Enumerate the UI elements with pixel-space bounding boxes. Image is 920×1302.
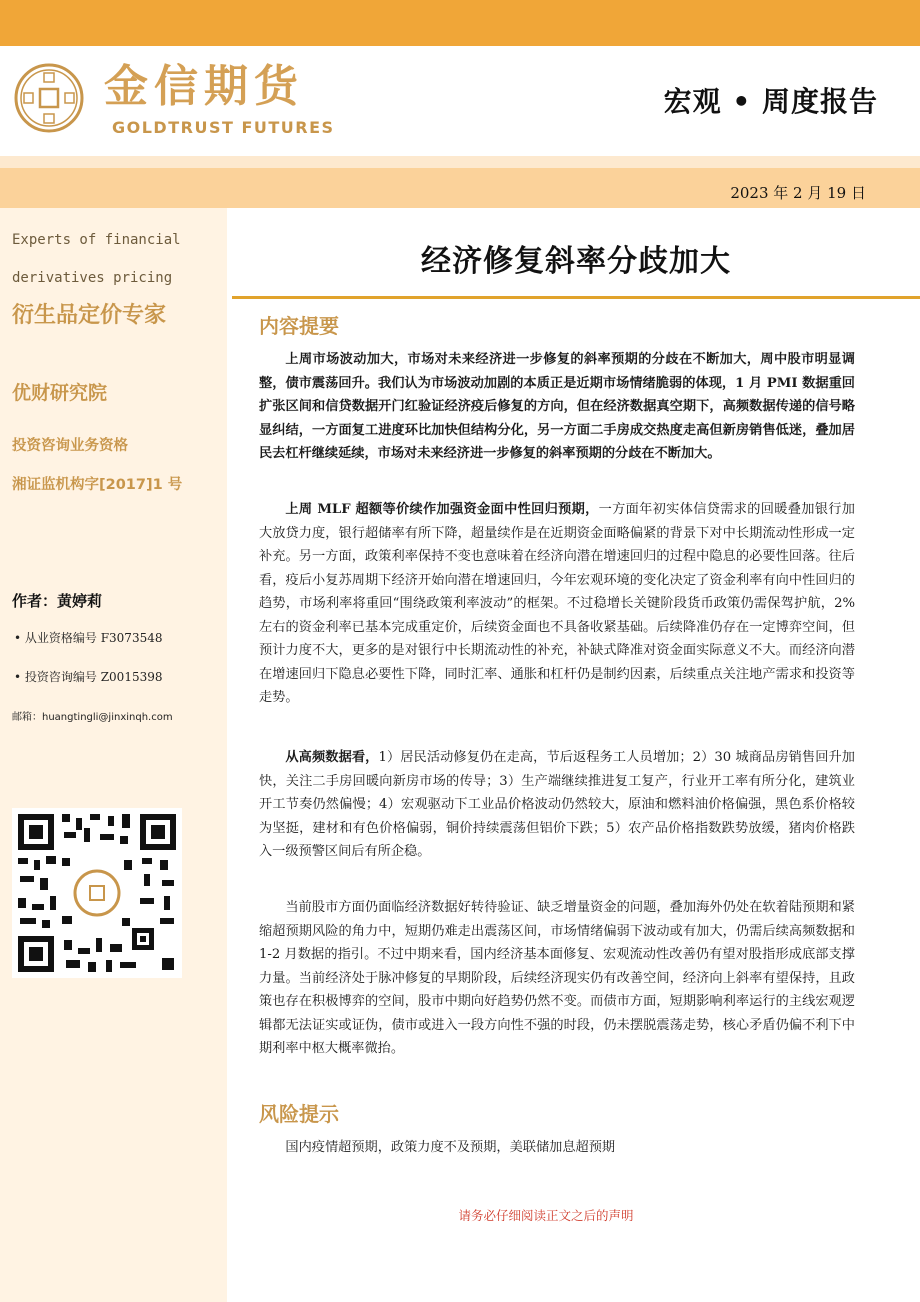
author-email: 邮箱：huangtingli@jinxinqh.com <box>12 712 173 723</box>
risk-text: 国内疫情超预期，政策力度不及预期，美联储加息超预期 <box>285 1140 616 1155</box>
report-title: 经济修复斜率分歧加大 <box>421 244 731 279</box>
sidebar-qualification: 投资咨询业务资格 <box>12 438 128 454</box>
sidebar-license: 湘证监机构字[2017]1 号 <box>12 477 183 493</box>
hf-lead: 从高频数据看， <box>285 750 379 765</box>
coin-logo-icon <box>14 63 84 133</box>
sidebar-en-line-2: derivatives pricing <box>12 270 173 286</box>
date-band <box>0 168 920 208</box>
cert-number-1: • 从业资格编号 F3073548 <box>14 631 163 645</box>
summary-paragraph-2 <box>259 498 855 710</box>
summary-text-1: 上周市场波动加大，市场对未来经济进一步修复的斜率预期的分歧在不断加大，周中股市明显调整，债市震荡回升。我们认为市场波动加剧的本质正是近期市场情绪脆弱的体现，1 月 PMI 数据重回扩张区间和信贷数据开门红验证经济疫后修复的方向，但在经济数据真空期下，高频数据传递的信号略显纠结，一方面复工进度环比加快但结构分化，另一方面二手房成交热度走高但新房销售低迷，叠加居民去杠杆继续延续，市场对未来经济进一步修复的斜率预期的分歧在不断加大。 <box>259 352 855 461</box>
header-sub-band <box>0 156 920 168</box>
page-header <box>0 46 920 156</box>
author-name: 作者：黄婷莉 <box>12 592 103 610</box>
mlf-lead: 上周 MLF 超额等价续作加强资金面中性回归预期， <box>285 502 599 517</box>
mlf-body: 一方面年初实体信贷需求的回暖叠加银行加大放贷力度，银行超储率有所下降，超量续作是在近期资金面略偏紧的背景下对中长期流动性形成一定补充。另一方面，政策利率保持不变也意味着在经济向潜在增速回归的过程中隐息的必要性回落。往后看，疫后小复苏周期下经济开始向潜在增速回归，今年宏观环境的变化决定了资金利率有向中性回归的趋势，市场利率将重回“围绕政策利率波动”的框架。不过稳增长关键阶段货币政策仍需保驾护航，2%左右的资金利率已基本完成重定价，后续资金面也不具备收紧基础。后续降准仍存在一定博弈空间，但预计力度不大，更多的是对银行中长期流动性的补充，补缺式降准对资金面实际意义不大。而经济向潜在增速回归下隐息必要性下降，同时汇率、通胀和杠杆仍是制约因素，后续重点关注地产需求和投资等走势。 <box>259 502 855 705</box>
hf-body: 1）居民活动修复仍在走高，节后返程务工人员增加；2）30 城商品房销售回升加快，关注二手房回暖向新房市场的传导；3）生产端继续推进复工复产，行业开工率有所分化，建筑业开工节奏仍然偏慢；4）宏观驱动下工业品价格波动仍然较大，原油和燃料油价格偏强，黑色系价格较为坚挺，建材和有色价格偏弱，铜价持续震荡但铝价下跌；5）农产品价格指数跌势放缓，猪肉价格跌入一级预警区间后有所企稳。 <box>259 750 855 859</box>
summary-paragraph-3 <box>259 746 855 864</box>
sidebar-tagline: 衍生品定价专家 <box>12 303 167 328</box>
qr-code-icon <box>12 808 182 978</box>
summary-paragraph-4 <box>259 896 855 1061</box>
sidebar-institute: 优财研究院 <box>12 382 108 404</box>
disclaimer-note: 请务必仔细阅读正文之后的声明 <box>458 1208 634 1223</box>
cert-number-2: • 投资咨询编号 Z0015398 <box>14 670 163 684</box>
logo-english: GOLDTRUST FUTURES <box>112 118 335 137</box>
logo-chinese: 金信期货 <box>104 61 304 112</box>
market-outlook-text: 当前股市方面仍面临经济数据好转待验证、缺乏增量资金的问题，叠加海外仍处在软着陆预期和紧缩超预期风险的角力中，短期仍难走出震荡区间，市场情绪偏弱下波动或有加大，仍需后续高频数据和 1-2 月数据的指引。不过中期来看，国内经济基本面修复、宏观流动性改善仍有望对股指形成底部支撑力量。当前经济处于脉冲修复的早期阶段，后续经济现实仍有改善空间，经济向上斜率有望保持，且政策也存在积极博弈的空间，股市中期向好趋势仍然不变。而债市方面，短期影响利率运行的主线宏观逻辑都无法证实或证伪，债市或进入一段方向性不强的时段，仍未摆脱震荡走势，核心矛盾仍偏不利下中期利率中枢大概率微抬。 <box>259 900 855 1056</box>
sidebar-en-line-1: Experts of financial <box>12 232 181 248</box>
summary-paragraph-1 <box>259 348 855 466</box>
report-date: 2023 年 2 月 19 日 <box>730 184 866 202</box>
sidebar <box>0 208 227 1302</box>
top-color-bar <box>0 0 920 46</box>
summary-heading: 内容提要 <box>259 314 339 338</box>
title-divider <box>232 296 920 299</box>
report-type: 宏观 • 周度报告 <box>663 85 878 118</box>
risk-heading: 风险提示 <box>259 1102 339 1126</box>
risk-paragraph <box>259 1136 855 1160</box>
